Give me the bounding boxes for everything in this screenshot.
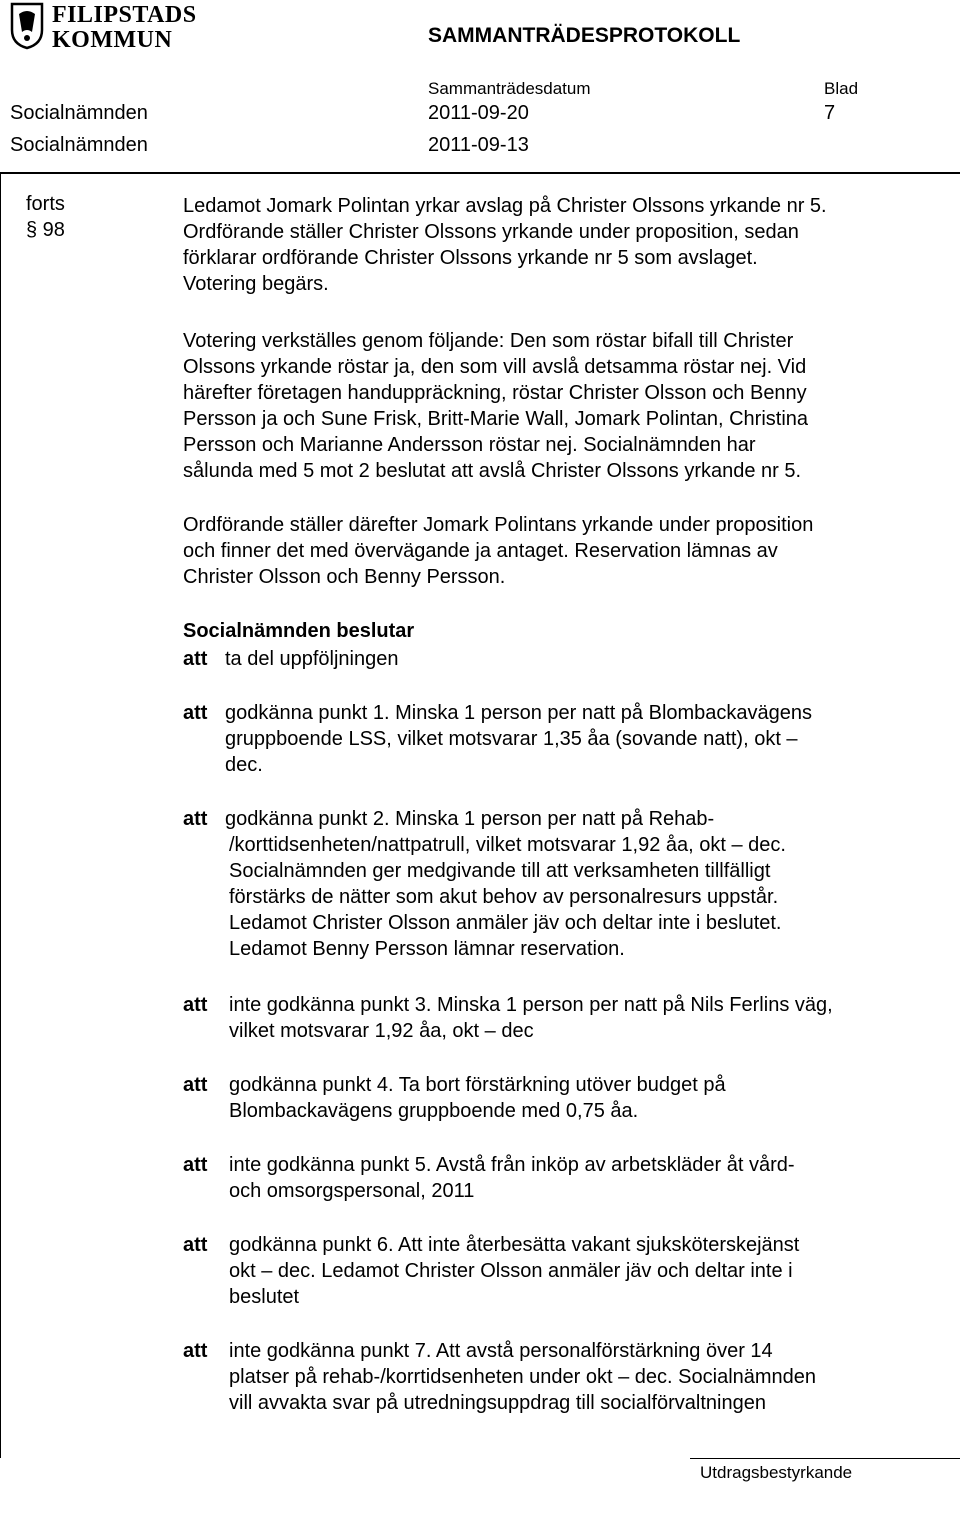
text-line: förklarar ordförande Christer Olssons yrkande nr 5 som avslaget.	[183, 247, 758, 269]
text-line: Christer Olsson och Benny Persson.	[183, 566, 506, 588]
document-title: SAMMANTRÄDESPROTOKOLL	[428, 24, 741, 47]
text-line: härefter företagen handuppräckning, röstar Christer Olsson och Benny	[183, 382, 807, 404]
text-line: inte godkänna punkt 7. Att avstå personalförstärkning över 14	[229, 1340, 773, 1362]
att-keyword: att	[183, 808, 208, 830]
decision-intro-text: ta del uppföljningen	[225, 648, 399, 670]
header-divider	[0, 172, 960, 174]
municipality-logo	[10, 2, 210, 54]
paragraph-1	[183, 193, 923, 297]
text-line: vill avvakta svar på utredningsuppdrag till socialförvaltningen	[229, 1392, 766, 1414]
att-keyword: att	[183, 994, 208, 1016]
meeting-date-label: Sammanträdesdatum	[428, 79, 591, 98]
text-line: och finner det med övervägande ja antaget. Reservation lämnas av	[183, 540, 778, 562]
meeting-date-2: 2011-09-13	[428, 134, 529, 156]
text-line: inte godkänna punkt 5. Avstå från inköp av arbetskläder åt vård-	[229, 1154, 795, 1176]
att-keyword: att	[183, 1074, 208, 1096]
decision-item-text	[229, 1232, 799, 1310]
text-line: godkänna punkt 4. Ta bort förstärkning utöver budget på	[229, 1074, 726, 1096]
committee-name-2: Socialnämnden	[10, 134, 148, 156]
att-keyword: att	[183, 1154, 208, 1176]
text-line: godkänna punkt 2. Minska 1 person per natt på Rehab-	[225, 808, 715, 830]
text-line: beslutet	[229, 1286, 300, 1308]
att-keyword: att	[183, 1340, 208, 1362]
text-line: Votering verkställes genom följande: Den som röstar bifall till Christer	[183, 330, 794, 352]
text-line: Ledamot Jomark Polintan yrkar avslag på Christer Olssons yrkande nr 5.	[183, 195, 827, 217]
text-line: dec.	[225, 754, 263, 776]
text-line: Blombackavägens gruppboende med 0,75 åa.	[229, 1100, 639, 1122]
section-number: § 98	[26, 219, 65, 241]
text-line: Persson ja och Sune Frisk, Britt-Marie Wall, Jomark Polintan, Christina	[183, 408, 809, 430]
decision-item-text	[225, 806, 786, 962]
paragraph-2	[183, 328, 923, 484]
committee-name: Socialnämnden	[10, 102, 148, 124]
text-line: och omsorgspersonal, 2011	[229, 1180, 475, 1202]
page-number: 7	[824, 102, 836, 124]
text-line: Olssons yrkande röstar ja, den som vill avslå detsamma röstar nej. Vid	[183, 356, 807, 378]
decision-item-text	[229, 992, 833, 1044]
decision-item-text	[225, 700, 812, 778]
extract-certification-label: Utdragsbestyrkande	[700, 1463, 853, 1482]
logo-line-2: KOMMUN	[52, 27, 173, 53]
text-line: vilket motsvarar 1,92 åa, okt – dec	[229, 1020, 534, 1042]
text-line: okt – dec. Ledamot Christer Olsson anmäler jäv och deltar inte i	[229, 1260, 793, 1282]
att-keyword: att	[183, 648, 208, 670]
text-line: Votering begärs.	[183, 273, 329, 295]
att-keyword: att	[183, 702, 208, 724]
footer-divider	[690, 1458, 960, 1459]
text-line: Ledamot Benny Persson lämnar reservation.	[229, 938, 625, 960]
paragraph-3	[183, 512, 923, 590]
text-line: /korttidsenheten/nattpatrull, vilket motsvarar 1,92 åa, okt – dec.	[229, 834, 786, 856]
coat-of-arms-icon	[10, 2, 44, 50]
decision-heading: Socialnämnden beslutar	[183, 620, 415, 642]
text-line: inte godkänna punkt 3. Minska 1 person per natt på Nils Ferlins väg,	[229, 994, 833, 1016]
logo-line-1: FILIPSTADS	[52, 2, 197, 28]
meeting-date: 2011-09-20	[428, 102, 529, 124]
continued-label: forts	[26, 193, 65, 215]
text-line: sålunda med 5 mot 2 beslutat att avslå Christer Olssons yrkande nr 5.	[183, 460, 802, 482]
text-line: gruppboende LSS, vilket motsvarar 1,35 åa (sovande natt), okt –	[225, 728, 798, 750]
margin-line	[0, 172, 1, 1458]
text-line: förstärks de nätter som akut behov av personalresurs uppstår.	[229, 886, 779, 908]
text-line: Ledamot Christer Olsson anmäler jäv och deltar inte i beslutet.	[229, 912, 782, 934]
page-label: Blad	[824, 79, 859, 98]
text-line: godkänna punkt 6. Att inte återbesätta vakant sjuksköterskejänst	[229, 1234, 800, 1256]
att-keyword: att	[183, 1234, 208, 1256]
text-line: Persson och Marianne Andersson röstar nej. Socialnämnden har	[183, 434, 756, 456]
decision-item-text	[229, 1072, 726, 1124]
text-line: Ordförande ställer därefter Jomark Polintans yrkande under proposition	[183, 514, 814, 536]
text-line: Socialnämnden ger medgivande till att verksamheten tillfälligt	[229, 860, 771, 882]
decision-item-text	[229, 1338, 816, 1416]
text-line: platser på rehab-/korrtidsenheten under okt – dec. Socialnämnden	[229, 1366, 817, 1388]
text-line: Ordförande ställer Christer Olssons yrkande under proposition, sedan	[183, 221, 799, 243]
decision-item-text	[229, 1152, 795, 1204]
text-line: godkänna punkt 1. Minska 1 person per natt på Blombackavägens	[225, 702, 813, 724]
